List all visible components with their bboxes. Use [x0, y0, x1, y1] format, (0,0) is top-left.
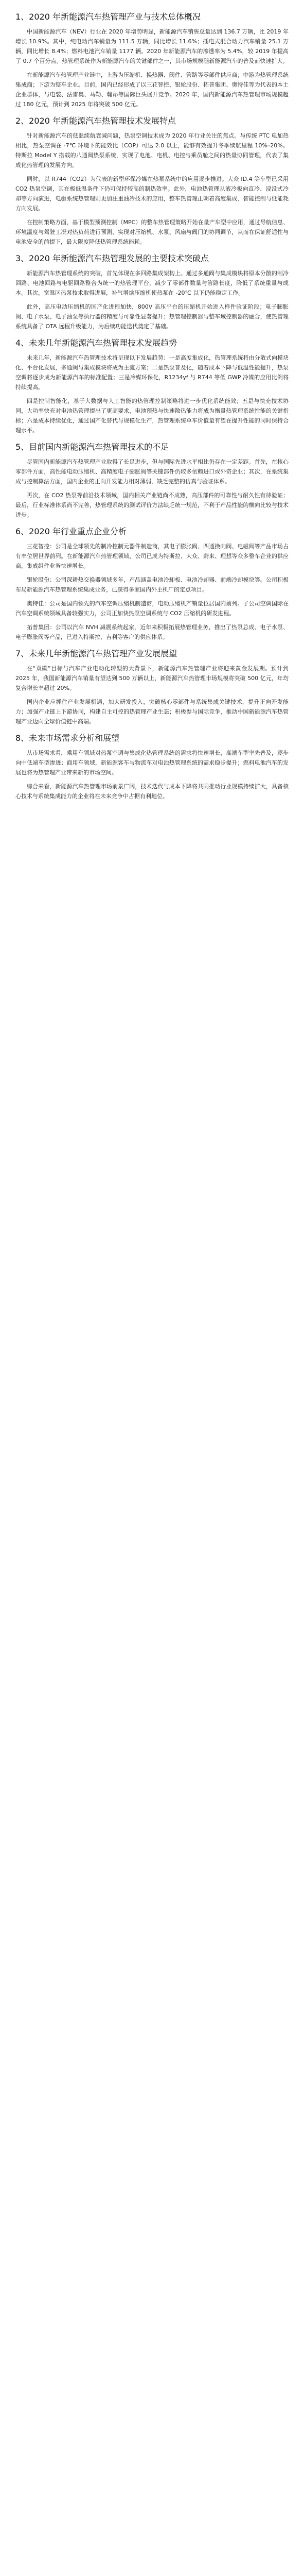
paragraph: 奥特佳：公司是国内领先的汽车空调压缩机制造商，电动压缩机产销量位居国内前列。子公司空调国际在汽车空调系统领域具备较强实力，公司正加快热泵空调系统与 CO2 压缩机的研发进程。 — [15, 600, 289, 617]
paragraph: 三花智控：公司是全球领先的制冷控制元器件制造商，其电子膨胀阀、四通换向阀、电磁阀等产品市场占有率位居世界前列。在新能源汽车热管理领域，公司已成为特斯拉、大众、蔚来、理想等众多整车企业的供应商，集成组件业务快速增长。 — [15, 543, 289, 569]
section-heading: 7、未来几年新能源汽车热管理产业发展展望 — [15, 649, 177, 658]
paragraph: 国内企业应抓住产业发展机遇，加大研发投入，突破核心零部件与系统集成关键技术，提升正向开发能力；加强产业链上下游协同，构建自主可控的热管理产业生态；积极参与国际竞争，推动中国新能源汽车热管理产业迈向全球价值链中高端。 — [15, 699, 289, 725]
paragraph: 银轮股份：公司深耕热交换器领域多年，产品涵盖电池冷却板、电池冷却器、前端冷却模块等。公司积极布局新能源汽车热管理系统集成业务，已获得多家国内外主机厂的定点项目。 — [15, 577, 289, 593]
section-3 — [15, 253, 289, 331]
section-heading: 5、目前国内新能源汽车热管理技术的不足 — [15, 442, 169, 452]
paragraph: 中国新能源汽车（NEV）行业在 2020 年增势明显，新能源汽车销售总量达到 136.7 万辆，比 2019 年增长 10.9%。其中，纯电动汽车销量为 111.5 万辆，同比增长 11.6%；插电式混合动力汽车销量 25.1 万辆，同比增长 8.4%；燃料电池汽车销量 1177 辆。2020 年新能源汽车的渗透率为 5.4%，较 2019 年提高了 0.7 个百分点。热管理系统作为新能源汽车的关键部件之一，其市场规模随新能源汽车的普及而快速扩大。 — [15, 28, 289, 64]
section-heading: 8、未来市场需求分析和展望 — [15, 733, 120, 743]
section-7 — [15, 648, 289, 726]
paragraph: 拓普集团：公司以汽车 NVH 减震系统起家，近年来积极拓展热管理业务，推出了热泵总成、电子水泵、电子膨胀阀等产品，已进入特斯拉、吉利等客户的供应体系。 — [15, 624, 289, 640]
paragraph: 从市场需求看，乘用车领域对热泵空调与集成化热管理系统的需求将快速增长，高端车型率先普及，逐步向中低端车型渗透；商用车领域，新能源客车与物流车对电池热管理系统的需求稳步提升；燃料电池汽车的发展也将为热管理产业带来新的市场空间。 — [15, 750, 289, 776]
paragraph: 在控制策略方面，基于模型预测控制（MPC）的整车热管理策略开始在量产车型中应用，通过导航信息、环境温度与驾驶工况对热负荷进行预测，实现对压缩机、水泵、风扇与阀门的协同调节，从而在保证舒适性与电池安全的前提下，最大限度降低热管理系统能耗。 — [15, 219, 289, 245]
section-heading: 2、2020 年新能源汽车热管理技术发展特点 — [15, 116, 176, 126]
section-1 — [15, 11, 289, 109]
paragraph: 在新能源汽车热管理产业链中，上游为压缩机、换热器、阀件、管路等零部件供应商；中游为热管理系统集成商；下游为整车企业。目前，国内已经形成了以三花智控、银轮股份、拓普集团、奥特佳等为代表的本土企业群体，与电装、法雷奥、马勒、翰昂等国际巨头展开竞争。2020 年，国内新能源汽车热管理市场规模超过 180 亿元，预计到 2025 年将突破 500 亿元。 — [15, 72, 289, 108]
paragraph: 未来几年，新能源汽车热管理技术将呈现以下发展趋势：一是高度集成化，热管理系统将由分散式向模块化、平台化发展，多通阀与集成模块将成为主流方案；二是热泵普及化，随着成本下降与低温性能提升，热泵空调将逐步成为新能源汽车的标准配置；三是冷媒环保化，R1234yf 与 R744 等低 GWP 冷媒的应用比例将持续提高。 — [15, 354, 289, 391]
section-6 — [15, 526, 289, 642]
section-2 — [15, 115, 289, 247]
paragraph: 综合来看，新能源汽车热管理市场前景广阔，技术迭代与成本下降将共同推动行业规模持续扩大，具备核心技术与系统集成能力的企业将在未来竞争中占据有利地位。 — [15, 783, 289, 800]
paragraph: 此外，高压电动压缩机的国产化进程加快，800V 高压平台的压缩机开始进入样件验证阶段；电子膨胀阀、电子水泵、电子油泵等执行器的精度与可靠性显著提升；热管理控制器与整车域控制器的融合，使热管理系统具备了 OTA 远程升级能力，为后续功能迭代奠定了基础。 — [15, 303, 289, 330]
section-heading: 1、2020 年新能源汽车热管理产业与技术总体概况 — [15, 12, 201, 22]
paragraph: 同时，以 R744（CO2）为代表的新型环保冷媒在热泵系统中的应用逐步推进。大众 ID.4 等车型已采用 CO2 热泵空调，其在极低温条件下仍可保持较高的制热效率。此外，电池热管理从液冷板向直冷、浸没式冷却等方向演进，电驱系统热管理则更加注重油冷技术的应用，整车热管理正朝着高度集成、智能控制与低能耗方向发展。 — [15, 176, 289, 212]
paragraph: 新能源汽车热管理系统的突破，首先体现在多回路集成架构上。通过多通阀与集成模块将原本分散的制冷回路、电池回路与电驱回路整合为统一的热管理平台，减少了零部件数量与管路长度，降低了系统重量与成本。其次，宽温区热泵技术取得进展，补气增焓压缩机使热泵在 -20℃ 以下仍能稳定工作。 — [15, 270, 289, 296]
paragraph: 尽管国内新能源汽车热管理产业取得了长足进步，但与国际先进水平相比仍存在一定差距。首先，在核心零部件方面，高性能电动压缩机、高精度电子膨胀阀等关键部件仍较多依赖进口或外资企业；其次，在系统集成与控制算法方面，国内企业的正向开发能力相对薄弱，缺乏完整的仿真与验证体系。 — [15, 459, 289, 485]
paragraph: 针对新能源汽车的低温续航衰减问题，热泵空调技术成为 2020 年行业关注的焦点。与传统 PTC 电加热相比，热泵空调在 -7℃ 环境下的能效比（COP）可达 2.0 以上，能够有效提升冬季续航里程 10%–20%。特斯拉 Model Y 搭载的八通阀热泵系统，实现了电池、电机、电控与乘员舱之间的热量协同管理，代表了集成化热管理的发展方向。 — [15, 132, 289, 168]
section-heading: 3、2020 年新能源汽车热管理发展的主要技术突破点 — [15, 253, 209, 263]
section-4 — [15, 337, 289, 435]
section-heading: 6、2020 年行业重点企业分析 — [15, 527, 127, 536]
paragraph: 四是控制智能化，基于大数据与人工智能的热管理控制策略将进一步优化系统能效；五是与快充技术协同，大功率快充对电池热管理提出了更高要求，电池预热与快速散热能力将成为衡量热管理系统性能的关键指标；六是成本持续优化，通过国产化替代与规模化生产，热管理系统单车价值量有望在提升性能的同时保持合理水平。 — [15, 398, 289, 434]
section-5 — [15, 442, 289, 520]
section-8 — [15, 733, 289, 801]
paragraph: 在“双碳”目标与汽车产业电动化转型的大背景下，新能源汽车热管理产业将迎来黄金发展期。预计到 2025 年，我国新能源汽车销量有望达到 500 万辆以上，新能源汽车热管理市场规模将突破 500 亿元，年均复合增长率超过 20%。 — [15, 665, 289, 691]
section-heading: 4、未来几年新能源汽车热管理技术发展趋势 — [15, 338, 177, 348]
paragraph: 再次，在 CO2 热泵等前沿技术领域，国内相关产业链尚不成熟，高压部件的可靠性与耐久性有待验证；最后，行业标准体系尚不完善，热管理系统的测试评价方法缺乏统一规范，不利于产品性能的横向比较与技术进步。 — [15, 492, 289, 518]
